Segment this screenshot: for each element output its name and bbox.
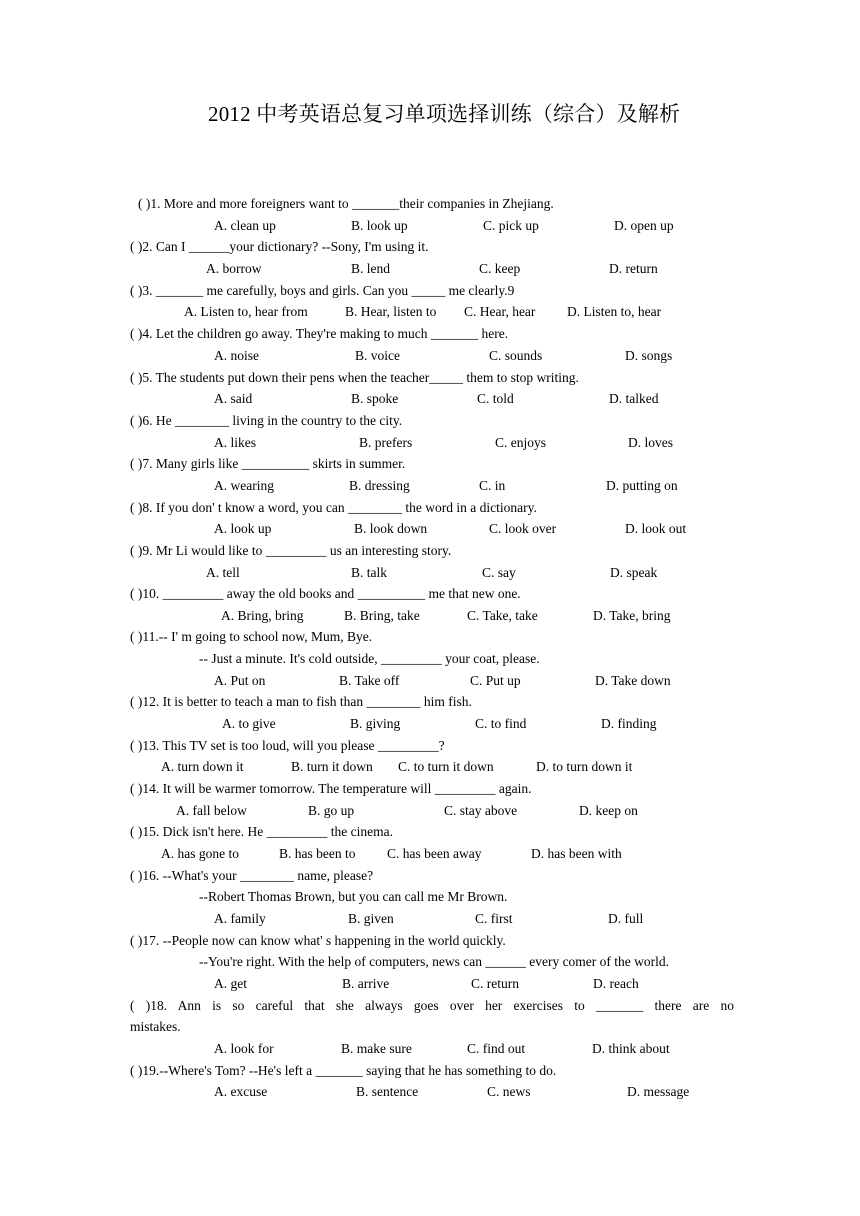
option-c: C. has been away [387,846,482,861]
question-17: ( )17. --People now can know what' s happening in the world quickly. [130,933,506,948]
option-b: B. look up [351,218,408,233]
option-c: C. Put up [470,673,521,688]
question-18: ( )18. Ann is so careful that she always goes over her exercises to _______ there are no [130,998,734,1013]
question-14: ( )14. It will be warmer tomorrow. The temperature will _________ again. [130,781,532,796]
question-4: ( )4. Let the children go away. They're making to much _______ here. [130,326,509,341]
option-b: B. voice [355,348,400,363]
option-d: D. putting on [606,478,678,493]
option-b: B. Take off [339,673,400,688]
option-c: C. told [477,391,514,406]
option-d: D. full [608,911,644,926]
option-a: A. likes [214,435,256,450]
option-d: D. message [627,1084,690,1099]
option-a: A. borrow [206,261,262,276]
option-a: A. has gone to [161,846,239,861]
option-d: D. keep on [579,803,638,818]
option-d: D. has been with [531,846,622,861]
option-b: B. lend [351,261,390,276]
option-a: A. said [214,391,253,406]
question-7: ( )7. Many girls like __________ skirts in summer. [130,456,406,471]
page-title: 2012 中考英语总复习单项选择训练（综合）及解析 [208,102,681,126]
question-8: ( )8. If you don' t know a word, you can ________ the word in a dictionary. [130,500,537,515]
option-b: B. giving [350,716,401,731]
option-b: B. make sure [341,1041,412,1056]
option-c: C. enjoys [495,435,547,450]
option-a: A. family [214,911,266,926]
option-d: D. Take down [595,673,671,688]
option-b: B. arrive [342,976,390,991]
option-a: A. fall below [176,803,247,818]
option-c: C. to turn it down [398,759,494,774]
option-c: C. first [475,911,513,926]
option-a: A. turn down it [161,759,244,774]
option-d: D. songs [625,348,673,363]
option-b: B. spoke [351,391,399,406]
option-b: B. prefers [359,435,413,450]
question-19: ( )19.--Where's Tom? --He's left a _______ saying that he has something to do. [130,1063,557,1078]
option-c: C. say [482,565,516,580]
option-a: A. Listen to, hear from [184,304,308,319]
option-d: D. speak [610,565,658,580]
option-c: C. news [487,1084,531,1099]
option-c: C. return [471,976,519,991]
option-c: C. find out [467,1041,526,1056]
option-c: C. sounds [489,348,543,363]
question-5: ( )5. The students put down their pens when the teacher_____ them to stop writing. [130,370,579,385]
question-13: ( )13. This TV set is too loud, will you please _________? [130,738,445,753]
option-b: B. turn it down [291,759,373,774]
option-d: D. open up [614,218,674,233]
option-d: D. Take, bring [593,608,671,623]
option-b: B. Hear, listen to [345,304,437,319]
option-d: D. to turn down it [536,759,633,774]
question-16: ( )16. --What's your ________ name, please? [130,868,374,883]
option-c: C. in [479,478,506,493]
option-b: B. Bring, take [344,608,420,623]
option-d: D. loves [628,435,673,450]
question-15: ( )15. Dick isn't here. He _________ the cinema. [130,824,393,839]
option-a: A. excuse [214,1084,268,1099]
option-b: B. has been to [279,846,356,861]
option-c: C. Hear, hear [464,304,536,319]
option-c: C. Take, take [467,608,538,623]
question-9: ( )9. Mr Li would like to _________ us an interesting story. [130,543,452,558]
option-a: A. clean up [214,218,276,233]
option-d: D. think about [592,1041,670,1056]
option-d: D. Listen to, hear [567,304,662,319]
question-12: ( )12. It is better to teach a man to fish than ________ him fish. [130,694,472,709]
option-d: D. return [609,261,658,276]
question-11: ( )11.-- I' m going to school now, Mum, Bye. [130,629,373,644]
option-b: B. given [348,911,394,926]
option-b: B. sentence [356,1084,419,1099]
question-2: ( )2. Can I ______your dictionary? --Sony, I'm using it. [130,239,429,254]
option-a: A. noise [214,348,259,363]
question-6: ( )6. He ________ living in the country to the city. [130,413,403,428]
question-18-continued: mistakes. [130,1019,181,1034]
option-a: A. look up [214,521,272,536]
question-3: ( )3. _______ me carefully, boys and girls. Can you _____ me clearly.9 [130,283,515,298]
option-c: C. pick up [483,218,539,233]
question-1: ( )1. More and more foreigners want to _______their companies in Zhejiang. [138,196,554,211]
option-b: B. talk [351,565,387,580]
option-c: C. to find [475,716,527,731]
option-b: B. go up [308,803,355,818]
question-16-reply: --Robert Thomas Brown, but you can call me Mr Brown. [199,889,508,904]
option-d: D. finding [601,716,657,731]
question-11-reply: -- Just a minute. It's cold outside, _________ your coat, please. [199,651,540,666]
option-d: D. reach [593,976,639,991]
option-b: B. look down [354,521,428,536]
option-a: A. Bring, bring [221,608,304,623]
option-a: A. Put on [214,673,266,688]
option-a: A. to give [222,716,276,731]
option-a: A. look for [214,1041,274,1056]
option-d: D. talked [609,391,659,406]
option-d: D. look out [625,521,687,536]
option-c: C. look over [489,521,557,536]
question-10: ( )10. _________ away the old books and __________ me that new one. [130,586,521,601]
option-a: A. get [214,976,247,991]
option-c: C. keep [479,261,521,276]
option-c: C. stay above [444,803,518,818]
option-a: A. tell [206,565,240,580]
question-17-reply: --You're right. With the help of computers, news can ______ every comer of the world. [199,954,670,969]
option-a: A. wearing [214,478,274,493]
option-b: B. dressing [349,478,410,493]
